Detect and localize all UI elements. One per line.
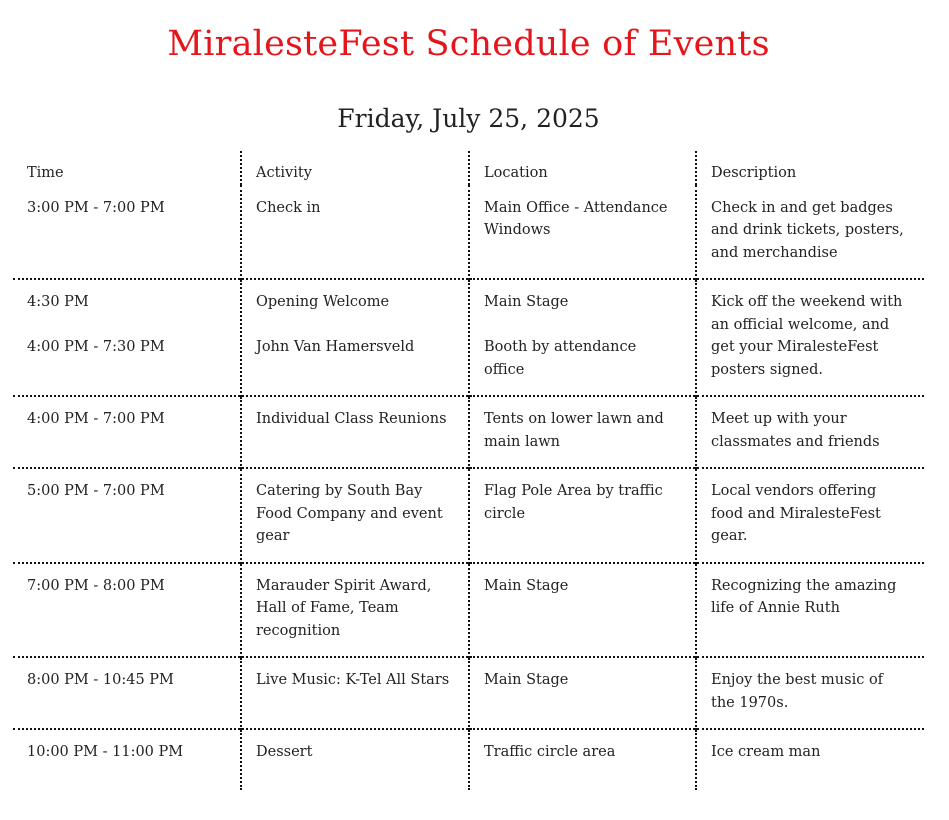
cell-time-line-2: 4:00 PM - 7:30 PM [27, 339, 165, 355]
cell-activity-line-1: Opening Welcome [256, 294, 390, 310]
cell-activity: Individual Class Reunions [241, 396, 469, 468]
cell-time: 4:00 PM - 7:00 PM [13, 396, 241, 468]
cell-time: 8:00 PM - 10:45 PM [13, 657, 241, 729]
table-row [13, 563, 924, 658]
cell-activity: Check in [241, 185, 469, 280]
line-spacer [484, 314, 681, 337]
cell-time-line-1: 4:30 PM [27, 294, 89, 310]
cell-description: Recognizing the amazing life of Annie Ruth [696, 563, 924, 658]
cell-description: Enjoy the best music of the 1970s. [696, 657, 924, 729]
header-time: Time [27, 165, 64, 181]
event-date-heading: Friday, July 25, 2025 [337, 104, 600, 133]
cell-location: Flag Pole Area by traffic circle [469, 468, 696, 563]
table-row [13, 657, 924, 729]
cell-activity-line-2: John Van Hamersveld [256, 339, 415, 355]
line-spacer [27, 314, 226, 337]
table-row [13, 396, 924, 468]
table-row [13, 279, 924, 396]
cell-location: Main Office - Attendance Windows [469, 185, 696, 280]
cell-description: Kick off the weekend with an official welcome, and get your MiralesteFest posters signed. [696, 279, 924, 396]
cell-activity: Marauder Spirit Award, Hall of Fame, Team recognition [241, 563, 469, 658]
table-row [13, 468, 924, 563]
header-description: Description [696, 151, 924, 185]
cell-activity: Live Music: K-Tel All Stars [241, 657, 469, 729]
cell-activity: Dessert [241, 729, 469, 790]
cell-location: Traffic circle area [469, 729, 696, 790]
cell-time [13, 279, 241, 396]
cell-location-line-2: Booth by attendance office [484, 339, 637, 378]
cell-time: 3:00 PM - 7:00 PM [27, 199, 165, 216]
page-title: MiralesteFest Schedule of Events [167, 24, 770, 64]
table-row [13, 729, 924, 790]
line-spacer [256, 314, 454, 337]
cell-time: 7:00 PM - 8:00 PM [13, 563, 241, 658]
cell-activity [241, 279, 469, 396]
header-location: Location [469, 151, 696, 185]
cell-activity: Catering by South Bay Food Company and event gear [241, 468, 469, 563]
cell-time: 10:00 PM - 11:00 PM [13, 729, 241, 790]
cell-description: Ice cream man [696, 729, 924, 790]
cell-description: Local vendors offering food and MiralesteFest gear. [696, 468, 924, 563]
table-row [13, 185, 924, 280]
table-header-row [13, 151, 924, 185]
cell-description: Check in and get badges and drink tickets, posters, and merchandise [696, 185, 924, 280]
schedule-table [13, 151, 924, 790]
cell-location: Main Stage [469, 657, 696, 729]
cell-location: Main Stage [469, 563, 696, 658]
cell-description: Meet up with your classmates and friends [696, 396, 924, 468]
cell-location [469, 279, 696, 396]
header-activity: Activity [241, 151, 469, 185]
cell-location: Tents on lower lawn and main lawn [469, 396, 696, 468]
cell-location-line-1: Main Stage [484, 294, 569, 310]
cell-time: 5:00 PM - 7:00 PM [13, 468, 241, 563]
